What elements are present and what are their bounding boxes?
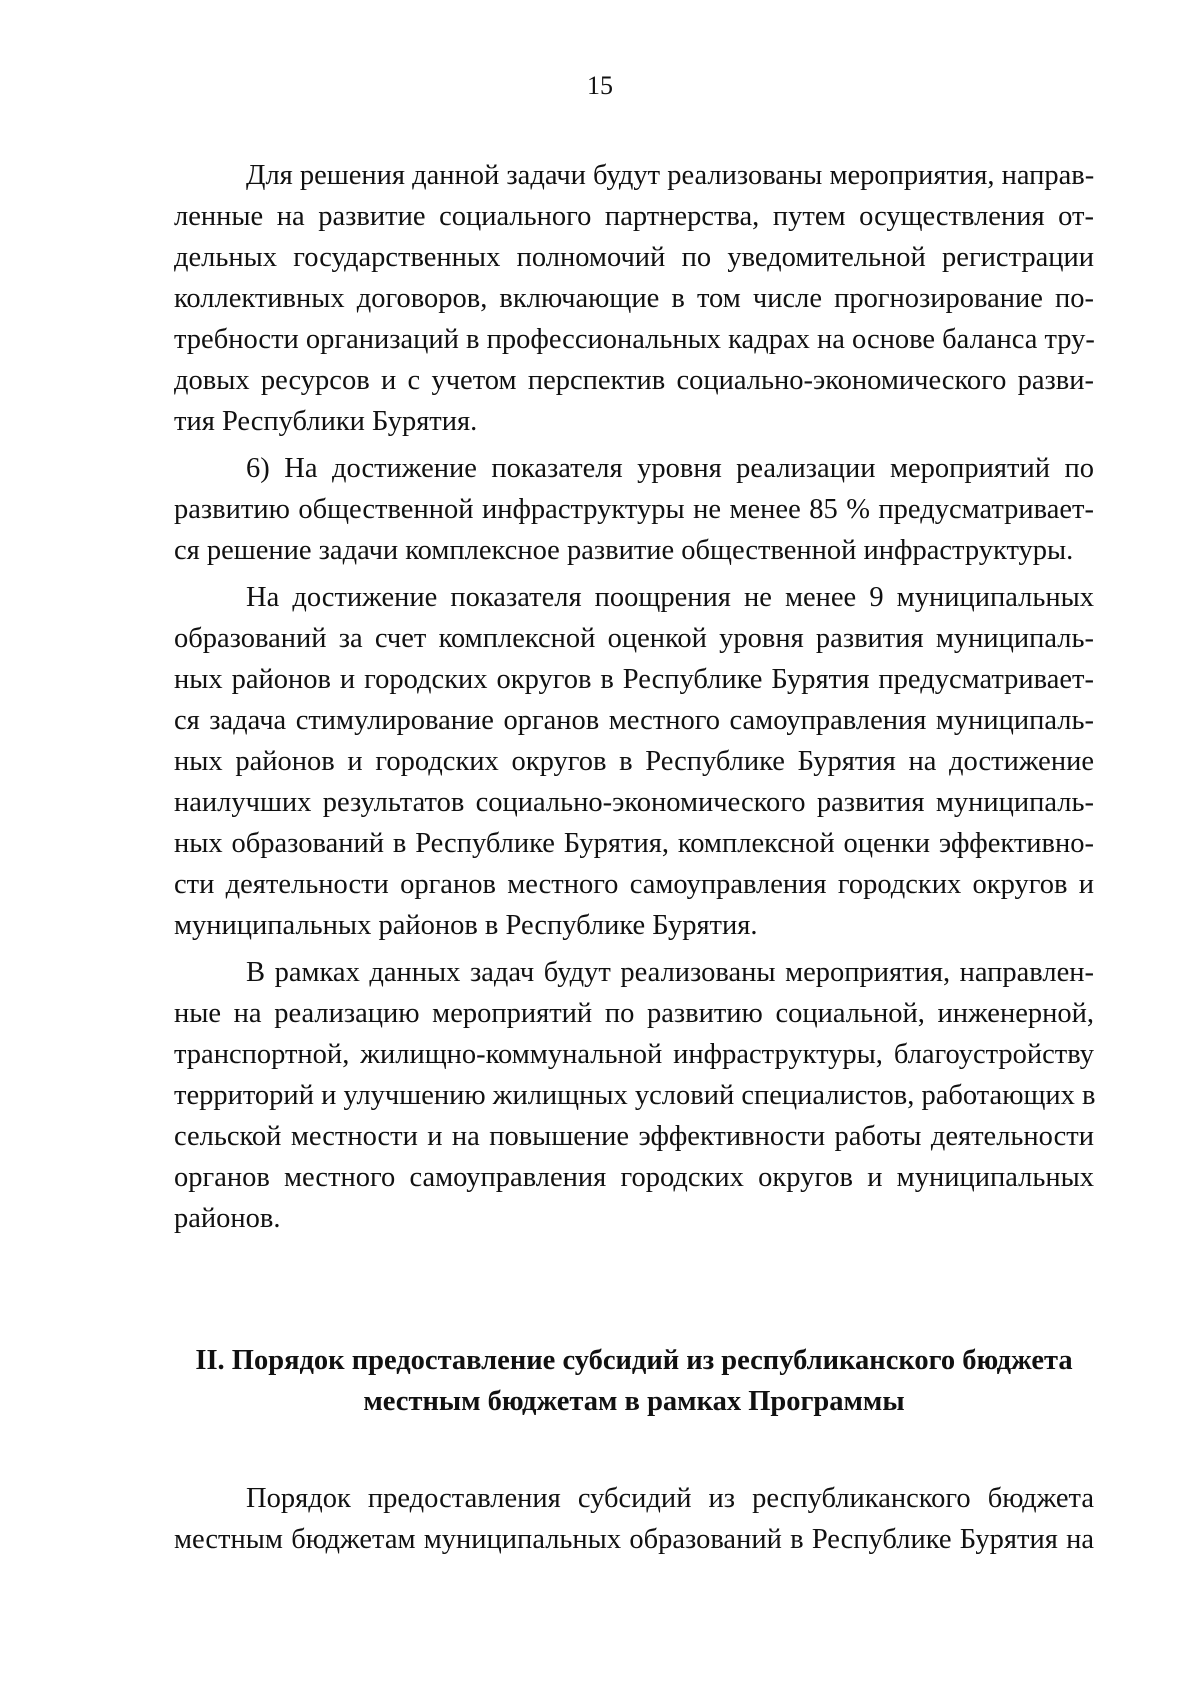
paragraph (174, 1478, 1094, 1560)
text-line: коллективных договоров, включающие в том числе прогнозирование по- (174, 283, 1094, 314)
paragraph (174, 577, 1094, 946)
body-text (174, 155, 1094, 1239)
text-line: транспортной, жилищно-коммунальной инфраструктуры, благоустройству (174, 1039, 1094, 1070)
page-number: 15 (587, 71, 613, 100)
text-line: местным бюджетам муниципальных образований в Республике Бурятия на (174, 1524, 1094, 1555)
text-line: Для решения данной задачи будут реализованы мероприятия, направ- (246, 160, 1095, 191)
text-line: довых ресурсов и с учетом перспектив социально-экономического разви- (174, 365, 1094, 396)
text-line: ных образований в Республике Бурятия, комплексной оценки эффективно- (174, 828, 1094, 859)
text-line: 6) На достижение показателя уровня реализации мероприятий по (246, 453, 1094, 484)
text-line: дельных государственных полномочий по уведомительной регистрации (174, 242, 1094, 273)
paragraph (174, 155, 1094, 442)
text-line: ся решение задачи комплексное развитие общественной инфраструктуры. (174, 535, 1074, 566)
text-line: В рамках данных задач будут реализованы мероприятия, направлен- (246, 957, 1094, 988)
text-line: ных районов и городских округов в Республике Бурятия предусматривает- (174, 664, 1094, 695)
section-heading-line: II. Порядок предоставление субсидий из республиканского бюджета (195, 1345, 1073, 1376)
text-line: требности организаций в профессиональных кадрах на основе баланса тру- (174, 324, 1095, 355)
text-line: сти деятельности органов местного самоуправления городских округов и (174, 869, 1094, 900)
section-heading (174, 1340, 1094, 1422)
text-line: ные на реализацию мероприятий по развитию социальной, инженерной, (174, 998, 1094, 1029)
text-line: сельской местности и на повышение эффективности работы деятельности (174, 1121, 1094, 1152)
paragraph (174, 952, 1094, 1239)
text-line: ленные на развитие социального партнерства, путем осуществления от- (174, 201, 1094, 232)
text-line: территорий и улучшению жилищных условий специалистов, работающих в (174, 1080, 1096, 1111)
text-line: органов местного самоуправления городских округов и муниципальных (174, 1162, 1094, 1193)
text-line: ся задача стимулирование органов местного самоуправления муниципаль- (174, 705, 1094, 736)
text-line: ных районов и городских округов в Республике Бурятия на достижение (174, 746, 1094, 777)
section-heading-line: местным бюджетам в рамках Программы (363, 1386, 905, 1417)
text-line: развитию общественной инфраструктуры не менее 85 % предусматривает- (174, 494, 1094, 525)
text-line: муниципальных районов в Республике Бурятия. (174, 910, 758, 941)
text-line: образований за счет комплексной оценкой уровня развития муниципаль- (174, 623, 1094, 654)
text-line: районов. (174, 1203, 281, 1234)
text-line: тия Республики Бурятия. (174, 406, 478, 437)
paragraph (174, 448, 1094, 571)
text-line: наилучших результатов социально-экономического развития муниципаль- (174, 787, 1094, 818)
text-line: На достижение показателя поощрения не менее 9 муниципальных (246, 582, 1094, 613)
body-text (174, 1478, 1094, 1560)
text-line: Порядок предоставления субсидий из республиканского бюджета (246, 1483, 1094, 1514)
